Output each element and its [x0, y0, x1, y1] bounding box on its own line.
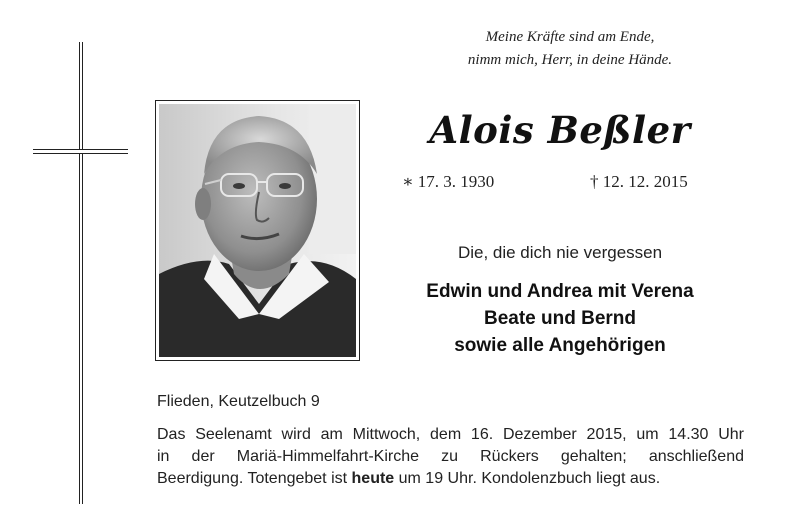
death-date: † 12. 12. 2015 [590, 172, 688, 191]
mourners-line-2: Beate und Bernd [483, 308, 637, 329]
birth-date: ∗ 17. 3. 1930 [402, 172, 495, 191]
funeral-notice [157, 424, 744, 490]
mourners-list [390, 278, 730, 359]
mourners-intro: Die, die dich nie vergessen [457, 243, 663, 262]
notice-today-emphasis: heute [351, 470, 395, 487]
cross-vertical-beam [79, 42, 83, 504]
quote-line-2: nimm mich, Herr, in deine Hände. [467, 52, 673, 68]
mourners-line-1: Edwin und Andrea mit Verena [426, 281, 694, 302]
notice-line-2: in der Mariä-Himmelfahrt-Kirche zu Rückers gehalten; anschließend [157, 448, 744, 465]
portrait-photo [159, 104, 356, 357]
notice-line-3: Beerdigung. Totengebet ist heute um 19 Uhr. Kondolenzbuch liegt aus. [157, 470, 661, 487]
notice-line-1: Das Seelenamt wird am Mittwoch, dem 16. Dezember 2015, um 14.30 Uhr [157, 426, 744, 443]
mourners-line-3: sowie alle Angehörigen [454, 335, 666, 356]
address: Flieden, Keutzelbuch 9 [157, 393, 320, 410]
deceased-name: Alois Beßler [429, 108, 691, 152]
bible-quote [420, 26, 720, 72]
quote-line-1: Meine Kräfte sind am Ende, [485, 29, 655, 45]
